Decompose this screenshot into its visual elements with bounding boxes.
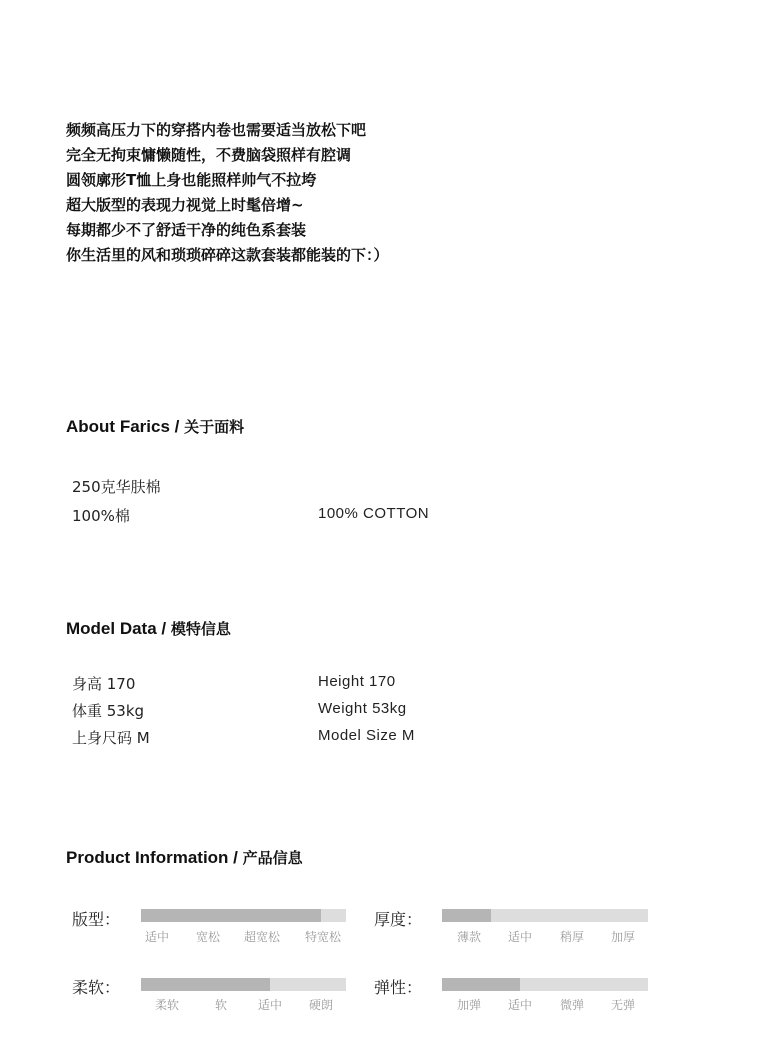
model-height-en: Height 170 [318, 673, 396, 690]
elasticity-tick: 加弹 [456, 998, 482, 1012]
elasticity-tick: 无弹 [610, 998, 636, 1012]
softness-gauge-track [141, 978, 346, 991]
softness-tick: 柔软 [154, 998, 180, 1012]
model-section-title [66, 618, 231, 639]
thickness-gauge-label: 厚度： [374, 910, 423, 929]
intro-copy [66, 118, 389, 268]
fit-tick: 超宽松 [243, 930, 281, 944]
intro-line: 频频高压力下的穿搭内卷也需要适当放松下吧 [66, 121, 367, 139]
elasticity-gauge-track [442, 978, 648, 991]
fabric-content-en: 100% COTTON [318, 505, 430, 522]
elasticity-tick: 适中 [507, 998, 533, 1012]
intro-line: 圆领廓形T恤上身也能照样帅气不拉垮 [66, 171, 317, 189]
softness-tick: 软 [214, 998, 228, 1012]
thickness-tick: 适中 [507, 930, 533, 944]
fit-gauge-fill [141, 909, 321, 922]
fabric-content-cn: 100%棉 [72, 507, 130, 525]
thickness-tick: 稍厚 [559, 930, 585, 944]
model-weight-en: Weight 53kg [318, 700, 407, 717]
softness-gauge-label: 柔软： [72, 978, 121, 997]
thickness-gauge-track [442, 909, 648, 922]
fit-tick: 宽松 [195, 930, 221, 944]
fit-gauge-label: 版型： [72, 910, 121, 929]
model-title-cn: 模特信息 [170, 620, 231, 638]
intro-line: 每期都少不了舒适干净的纯色系套装 [66, 221, 307, 239]
thickness-tick: 加厚 [610, 930, 636, 944]
thickness-tick: 薄款 [456, 930, 482, 944]
softness-tick: 硬朗 [308, 998, 334, 1012]
fit-gauge-track [141, 909, 346, 922]
model-size-cn: 上身尺码 M [72, 729, 150, 747]
elasticity-gauge-label: 弹性： [374, 978, 423, 997]
elasticity-gauge-fill [442, 978, 520, 991]
intro-line: 超大版型的表现力视觉上时髦倍增~ [66, 196, 304, 214]
product-title-en: Product Information / [66, 848, 238, 867]
fabrics-section-title [66, 416, 244, 437]
model-title-en: Model Data / [66, 619, 167, 638]
model-size-en: Model Size M [318, 727, 415, 744]
softness-gauge-fill [141, 978, 270, 991]
thickness-gauge-fill [442, 909, 491, 922]
fabric-weight: 250克华肤棉 [72, 478, 161, 496]
elasticity-tick: 微弹 [559, 998, 585, 1012]
fabrics-title-cn: 关于面料 [184, 418, 245, 436]
model-height-cn: 身高 170 [72, 675, 136, 693]
model-weight-cn: 体重 53kg [72, 702, 145, 720]
intro-line: 完全无拘束慵懒随性，不费脑袋照样有腔调 [66, 146, 352, 164]
intro-line: 你生活里的风和琐琐碎碎这款套装都能装的下：） [66, 246, 389, 264]
fit-tick: 特宽松 [304, 930, 342, 944]
product-title-cn: 产品信息 [242, 849, 303, 867]
fit-tick: 适中 [144, 930, 170, 944]
softness-tick: 适中 [257, 998, 283, 1012]
fabrics-title-en: About Farics / [66, 417, 180, 436]
product-section-title [66, 847, 303, 868]
